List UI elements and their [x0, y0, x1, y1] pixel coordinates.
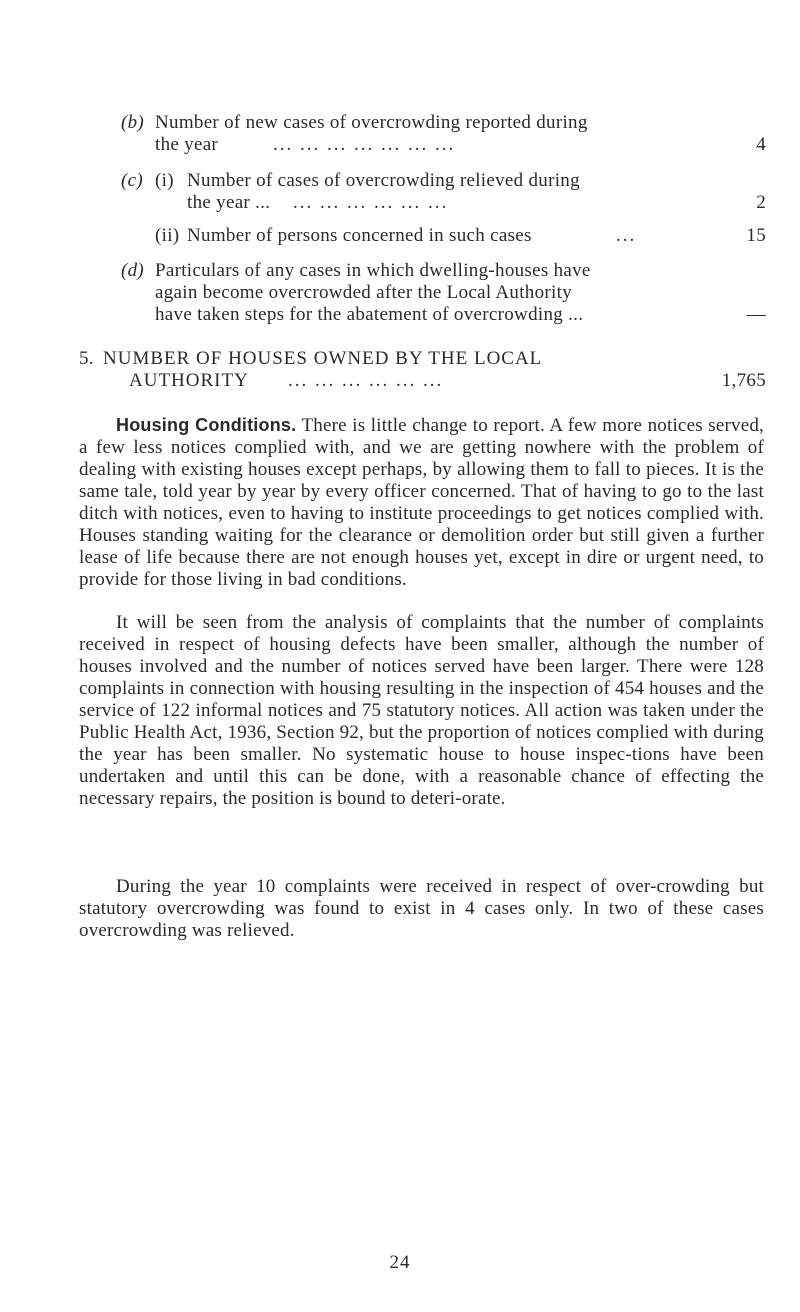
- item-5-label: 5.: [79, 348, 94, 369]
- complaints-analysis-text: It will be seen from the analysis of complaints that the number of complaints received in respect of housing defects have been smaller, although the number of houses involved and the number of notices served have been larger. There were 128 complaints in connection with housing resulting in the inspection of 454 houses and the service of 122 informal notices and 75 statutory notices. All action was taken under the Public Health Act, 1936, Section 92, but the proportion of notices complied with during the year has been smaller. No systematic house to house inspec-tions have been undertaken and until this can be done, with a reasonable chance of effecting the necessary repairs, the position is bound to deteri-orate.: [79, 612, 764, 809]
- item-d-label: (d): [121, 260, 145, 281]
- item-c-i-leader-dots: ... ... ... ... ... ...: [293, 192, 449, 213]
- overcrowding-paragraph: [79, 876, 764, 942]
- item-d: [121, 260, 766, 326]
- item-b-line2: the year: [155, 134, 219, 155]
- item-b-value: 4: [756, 134, 766, 155]
- item-c-i-line1: Number of cases of overcrowding relieved during: [187, 170, 580, 191]
- item-d-line2: again become overcrowded after the Local Authority: [155, 282, 572, 303]
- overcrowding-text: During the year 10 complaints were received in respect of over-crowding but statutory overcrowding was found to exist in 4 cases only. In two of these cases overcrowding was relieved.: [79, 876, 764, 941]
- item-5-line1: NUMBER OF HOUSES OWNED BY THE LOCAL: [103, 348, 543, 369]
- item-5-line2: AUTHORITY: [129, 370, 249, 391]
- item-b-label: (b): [121, 112, 145, 133]
- item-d-line1: Particulars of any cases in which dwelling-houses have: [155, 260, 591, 281]
- item-b-line1: Number of new cases of overcrowding reported during: [155, 112, 588, 133]
- housing-conditions-heading: Housing Conditions.: [116, 415, 297, 435]
- housing-conditions-text: There is little change to report. A few more notices served, a few less notices complied with, and we are getting nowhere with the problem of dealing with existing houses except perhaps, by allowing them to fall to pieces. It is the same tale, told year by year by every officer concerned. That of having to go to the last ditch with notices, even to having to institute proceedings to get notices complied with. Houses standing waiting for the clearance or demolition order but still given a further lease of life because there are not enough houses yet, except in dire or urgent need, to provide for those living in bad conditions.: [79, 415, 765, 590]
- item-5: [79, 348, 766, 392]
- page-number: 24: [389, 1252, 411, 1273]
- item-c-i-label: (i): [155, 170, 174, 191]
- housing-conditions-paragraph: [79, 414, 764, 591]
- item-c-ii-leader-dots: ...: [616, 225, 637, 246]
- item-5-value: 1,765: [721, 370, 766, 391]
- item-d-line3: have taken steps for the abatement of overcrowding ...: [155, 304, 584, 325]
- item-c-i-line2: the year ...: [187, 192, 271, 213]
- item-c-ii-value: 15: [746, 225, 766, 246]
- item-d-value: —: [746, 304, 766, 325]
- item-b-leader-dots: ... ... ... ... ... ... ...: [273, 134, 456, 155]
- item-c-ii-text: Number of persons concerned in such cases: [187, 225, 532, 246]
- item-b: [121, 112, 766, 156]
- item-5-leader-dots: ... ... ... ... ... ...: [288, 370, 444, 391]
- item-c-i-value: 2: [756, 192, 766, 213]
- complaints-analysis-paragraph: [79, 612, 764, 810]
- item-c: [121, 170, 766, 258]
- item-c-ii-label: (ii): [155, 225, 180, 246]
- item-c-label: (c): [121, 170, 143, 191]
